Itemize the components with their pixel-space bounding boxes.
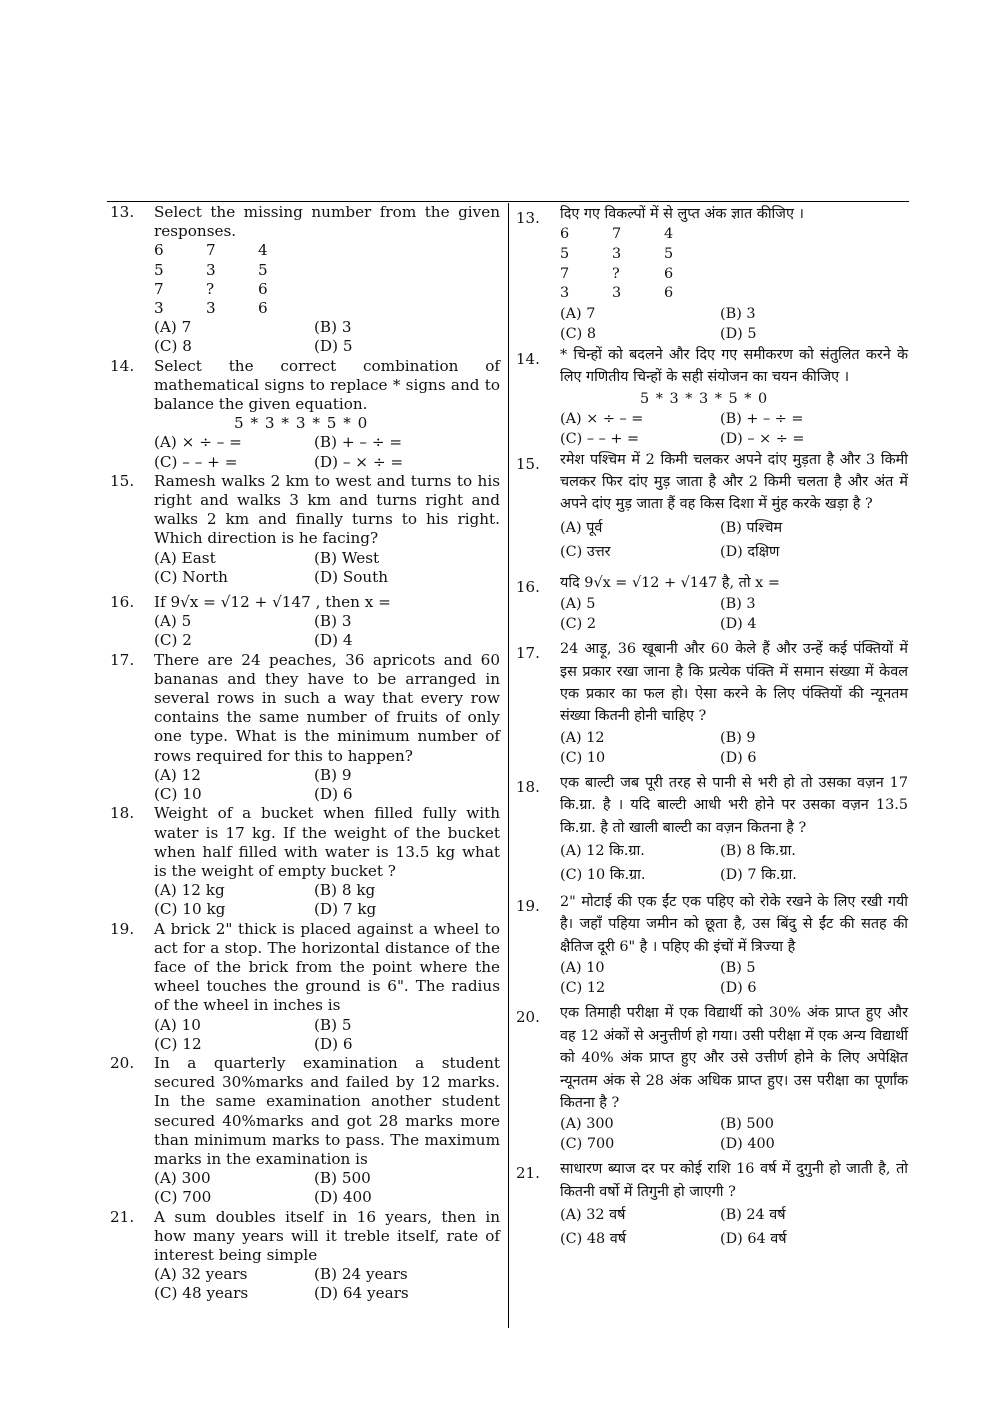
option-a[interactable]: (A) 7 [154,318,192,337]
option-c[interactable]: (C) 48 वर्ष [560,1231,627,1248]
option-d[interactable]: (D) 400 [720,1136,775,1153]
option-d[interactable]: (D) 4 [314,631,353,650]
question-text: There are 24 peaches, 36 apricots and 60 bananas and they have to be arranged in several rows in such a way that every row contains the same number of fruits of only one type. What is the minimum number of rows required for this to happen? [154,650,500,765]
grid-cell: 6 [258,299,268,318]
option-b[interactable]: (B) 5 [720,960,756,977]
question-20 [516,1002,908,1154]
grid-cell: 3 [206,299,216,318]
question-number: 16. [110,593,135,612]
option-a[interactable]: (A) 12 कि.ग्रा. [560,843,645,860]
option-c[interactable]: (C) 700 [560,1136,615,1153]
hindi-column [516,203,908,1251]
option-c[interactable]: (C) 48 years [154,1284,249,1303]
grid-cell: 7 [206,241,216,260]
grid-cell: 5 [154,260,164,279]
option-a[interactable]: (A) पूर्व [560,519,603,536]
options [560,958,908,998]
question-number: 21. [516,1164,540,1183]
option-c[interactable]: (C) 10 [560,749,606,766]
option-a[interactable]: (A) 12 [560,729,605,746]
option-a[interactable]: (A) × ÷ – = [560,410,644,427]
option-b[interactable]: (B) 3 [720,596,756,613]
grid-cell: 4 [258,241,268,260]
question-text: A brick 2" thick is placed against a wheel to act for a stop. The horizontal distance of the face of the brick from the point where the wheel touches the ground is 6". The radius of the wheel in inches is [154,919,500,1015]
question-text: यदि 9√x = √12 + √147 है, तो x = [560,574,780,591]
question-text: * चिन्हों को बदलने और दिए गए समीकरण को संतुलित करने के लिए गणितीय चिन्हों के सही संयोजन का चयन कीजिए । [560,346,908,386]
option-c[interactable]: (C) 10 [154,785,202,804]
column-divider [508,203,509,1328]
options [154,1265,500,1303]
question-number: 20. [110,1053,135,1072]
option-a[interactable]: (A) 300 [560,1116,614,1133]
option-a[interactable]: (A) 12 [154,765,201,784]
option-a[interactable]: (A) 10 [560,960,605,977]
option-c[interactable]: (C) उत्तर [560,543,611,560]
question-13 [110,203,500,357]
question-text: एक बाल्टी जब पूरी तरह से पानी से भरी हो तो उसका वज़न 17 कि.ग्रा. है । यदि बाल्टी आधी भरी होने पर उसका वज़न 13.5 कि.ग्रा. है तो खाली बाल्टी का वज़न कितना है ? [560,774,908,836]
question-text: A sum doubles itself in 16 years, then in how many years will it treble itself, rate of interest being simple [154,1207,500,1264]
option-d[interactable]: (D) 5 [314,337,353,356]
question-17 [516,638,908,768]
question-number: 15. [516,454,540,473]
option-b[interactable]: (B) 500 [720,1116,774,1133]
grid-cell: 5 [560,246,570,262]
option-c[interactable]: (C) 8 [154,337,192,356]
question-21 [516,1158,908,1251]
option-b[interactable]: (B) 24 वर्ष [720,1207,786,1224]
option-c[interactable]: (C) 2 [560,616,596,633]
options [560,1203,908,1251]
option-d[interactable]: (D) 5 [720,325,757,342]
option-a[interactable]: (A) 5 [560,596,596,613]
grid-cell: ? [206,279,215,298]
option-a[interactable]: (A) 32 years [154,1265,248,1284]
option-a[interactable]: (A) 5 [154,612,192,631]
grid-cell: 5 [258,260,268,279]
question-number: 13. [110,203,135,221]
grid-cell: 3 [560,285,570,302]
grid-cell: 3 [206,260,216,279]
grid-cell: 6 [560,226,570,243]
question-number: 17. [110,650,135,669]
question-14 [110,357,500,472]
option-d[interactable]: (D) 7 kg [314,900,377,919]
options [154,1169,500,1207]
option-c[interactable]: (C) – – + = [154,452,238,471]
option-d[interactable]: (D) 64 years [314,1284,409,1303]
option-d[interactable]: (D) 7 कि.ग्रा. [720,867,797,884]
question-16 [110,593,500,651]
options [154,612,500,650]
question-number: 17. [516,644,540,663]
question-number: 19. [516,897,540,916]
grid-cell: 6 [258,279,268,298]
option-d[interactable]: (D) 400 [314,1188,372,1207]
options [560,516,908,564]
question-19 [110,920,500,1054]
option-a[interactable]: (A) 7 [560,305,596,322]
grid-cell: 7 [612,226,622,243]
option-b[interactable]: (B) 3 [720,305,756,322]
option-d[interactable]: (D) – × ÷ = [720,430,805,447]
question-text: रमेश पश्चिम में 2 किमी चलकर अपने दांए मुड़ता है और 3 किमी चलकर फिर दांए मुड़ जाता है और 2 किमी चलता है और अंत में अपने दांए मुड़ जाता हैं वह किस दिशा में मुंह करके खड़ा है ? [560,451,908,513]
option-d[interactable]: (D) – × ÷ = [314,452,404,471]
option-b[interactable]: (B) 8 कि.ग्रा. [720,843,796,860]
grid-cell: 7 [560,265,570,282]
question-text: 24 आड़ू, 36 खूबानी और 60 केले हैं और उन्हें कई पंक्तियों में इस प्रकार रखा जाना है कि प्रत्येक पंक्ति में समान संख्या में केवल एक प्रकार का फल हो। ऐसा करने के लिए पंक्तियों की न्यूनतम संख्या कितनी होनी चाहिए ? [560,641,908,725]
equation: 5 * 3 * 3 * 5 * 0 [640,390,769,407]
grid-cell: 4 [664,226,674,243]
options [154,766,500,804]
question-number: 18. [516,777,540,796]
question-text: 2" मोटाई की एक ईंट एक पहिए को रोके रखने के लिए रखी गयी है। जहाँ पहिया जमीन को छूता है, उस बिंदु से ईंट की सतह की क्षैतिज दूरी 6" है । पहिए की इंचों में त्रिज्या है [560,894,908,955]
options [560,728,908,768]
option-b[interactable]: (B) 24 years [314,1265,408,1284]
question-text: Ramesh walks 2 km to west and turns to his right and walks 3 km and turns right and walks 2 km and finally turns to his right. Which direction is he facing? [154,471,500,548]
equation: 5 * 3 * 3 * 5 * 0 [234,414,369,433]
question-text: Select the missing number from the given responses. [154,203,500,241]
option-b[interactable]: (B) 5 [314,1015,352,1034]
question-15 [516,449,908,564]
question-14 [516,344,908,449]
option-b[interactable]: (B) 500 [314,1169,371,1188]
options [154,318,500,356]
option-d[interactable]: (D) 6 [314,785,353,804]
question-13 [516,203,908,344]
grid-cell: 7 [154,279,164,298]
option-b[interactable]: (B) 8 kg [314,881,376,900]
number-grid [154,241,500,318]
question-text: If 9√x = √12 + √147 , then x = [154,593,391,612]
question-number: 19. [110,919,135,938]
option-c[interactable]: (C) 10 kg [154,900,226,919]
grid-cell: 5 [664,246,674,262]
option-b[interactable]: (B) 9 [720,729,756,746]
option-c[interactable]: (C) 12 [154,1034,202,1053]
question-number: 21. [110,1207,135,1226]
question-number: 15. [110,471,135,490]
question-number: 14. [516,349,540,368]
option-b[interactable]: (B) + – ÷ = [314,433,403,452]
option-d[interactable]: (D) South [314,567,389,586]
question-15 [110,472,500,587]
options [154,1016,500,1054]
english-column [110,203,500,1304]
option-a[interactable]: (A) 10 [154,1015,201,1034]
options [560,839,908,887]
question-number: 18. [110,804,135,823]
option-b[interactable]: (B) West [314,548,380,567]
option-c[interactable]: (C) 8 [560,325,596,342]
question-text: दिए गए विकल्पों में से लुप्त अंक ज्ञात कीजिए । [560,206,804,222]
grid-cell: 6 [154,241,164,260]
grid-cell: 3 [612,285,622,302]
option-d[interactable]: (D) 64 वर्ष [720,1231,787,1248]
question-17 [110,651,500,805]
grid-cell: 6 [664,265,674,282]
question-text: साधारण ब्याज दर पर कोई राशि 16 वर्ष में दुगुनी हो जाती है, तो कितनी वर्षो में तिगुनी हो जाएगी ? [560,1161,908,1200]
option-d[interactable]: (D) दक्षिण [720,543,780,560]
question-16 [516,572,908,634]
option-a[interactable]: (A) × ÷ – = [154,433,242,452]
question-21 [110,1208,500,1304]
top-rule [107,201,909,202]
option-c[interactable]: (C) 10 कि.ग्रा. [560,867,646,884]
option-d[interactable]: (D) 4 [720,616,757,633]
option-d[interactable]: (D) 6 [720,749,757,766]
option-c[interactable]: (C) 12 [560,980,606,997]
options [560,1114,908,1154]
options [154,433,500,471]
option-b[interactable]: (B) 9 [314,765,352,784]
grid-cell: 3 [154,299,164,318]
option-c[interactable]: (C) 700 [154,1188,212,1207]
grid-cell: 3 [612,246,622,262]
question-number: 16. [516,577,540,596]
option-b[interactable]: (B) 3 [314,318,352,337]
option-a[interactable]: (A) 32 वर्ष [560,1207,626,1224]
question-20 [110,1054,500,1208]
option-c[interactable]: (C) North [154,567,228,586]
grid-cell: 6 [664,285,674,302]
option-d[interactable]: (D) 6 [720,980,757,997]
question-number: 13. [516,209,540,227]
options [560,304,908,344]
grid-cell: ? [612,265,620,282]
option-d[interactable]: (D) 6 [314,1034,353,1053]
options [560,409,908,449]
option-b[interactable]: (B) 3 [314,612,352,631]
option-b[interactable]: (B) पश्चिम [720,519,783,536]
option-a[interactable]: (A) 300 [154,1169,211,1188]
question-18 [110,804,500,919]
options [154,549,500,587]
option-a[interactable]: (A) East [154,548,216,567]
question-text: Weight of a bucket when filled fully with water is 17 kg. If the weight of the bucket when half filled with water is 13.5 kg what is the weight of empty bucket ? [154,804,500,880]
question-number: 14. [110,356,135,375]
question-text: In a quarterly examination a student secured 30%marks and failed by 12 marks. In the same examination another student secured 40%marks and got 28 marks more than minimum marks to pass. The maximum marks in the examination is [154,1053,500,1168]
options [560,594,908,634]
question-number: 20. [516,1008,540,1027]
option-c[interactable]: (C) – – + = [560,430,640,447]
question-text: Select the correct combination of mathematical signs to replace * signs and to balance the given equation. [154,356,500,414]
option-b[interactable]: (B) + – ÷ = [720,410,804,427]
question-19 [516,891,908,998]
option-a[interactable]: (A) 12 kg [154,881,225,900]
number-grid [560,225,908,303]
options [154,881,500,919]
question-text: एक तिमाही परीक्षा में एक विद्यार्थी को 30% अंक प्राप्त हुए और वह 12 अंकों से अनुत्तीर्ण हो गया। उसी परीक्षा में एक अन्य विद्यार्थी को 40% अंक प्राप्त हुए और उसे उत्तीर्ण होने के लिए अपेक्षित न्यूनतम अंक से 28 अंक अधिक प्राप्त हुए। उस परीक्षा का पूर्णांक कितना है ? [560,1005,908,1111]
question-18 [516,772,908,887]
option-c[interactable]: (C) 2 [154,631,192,650]
